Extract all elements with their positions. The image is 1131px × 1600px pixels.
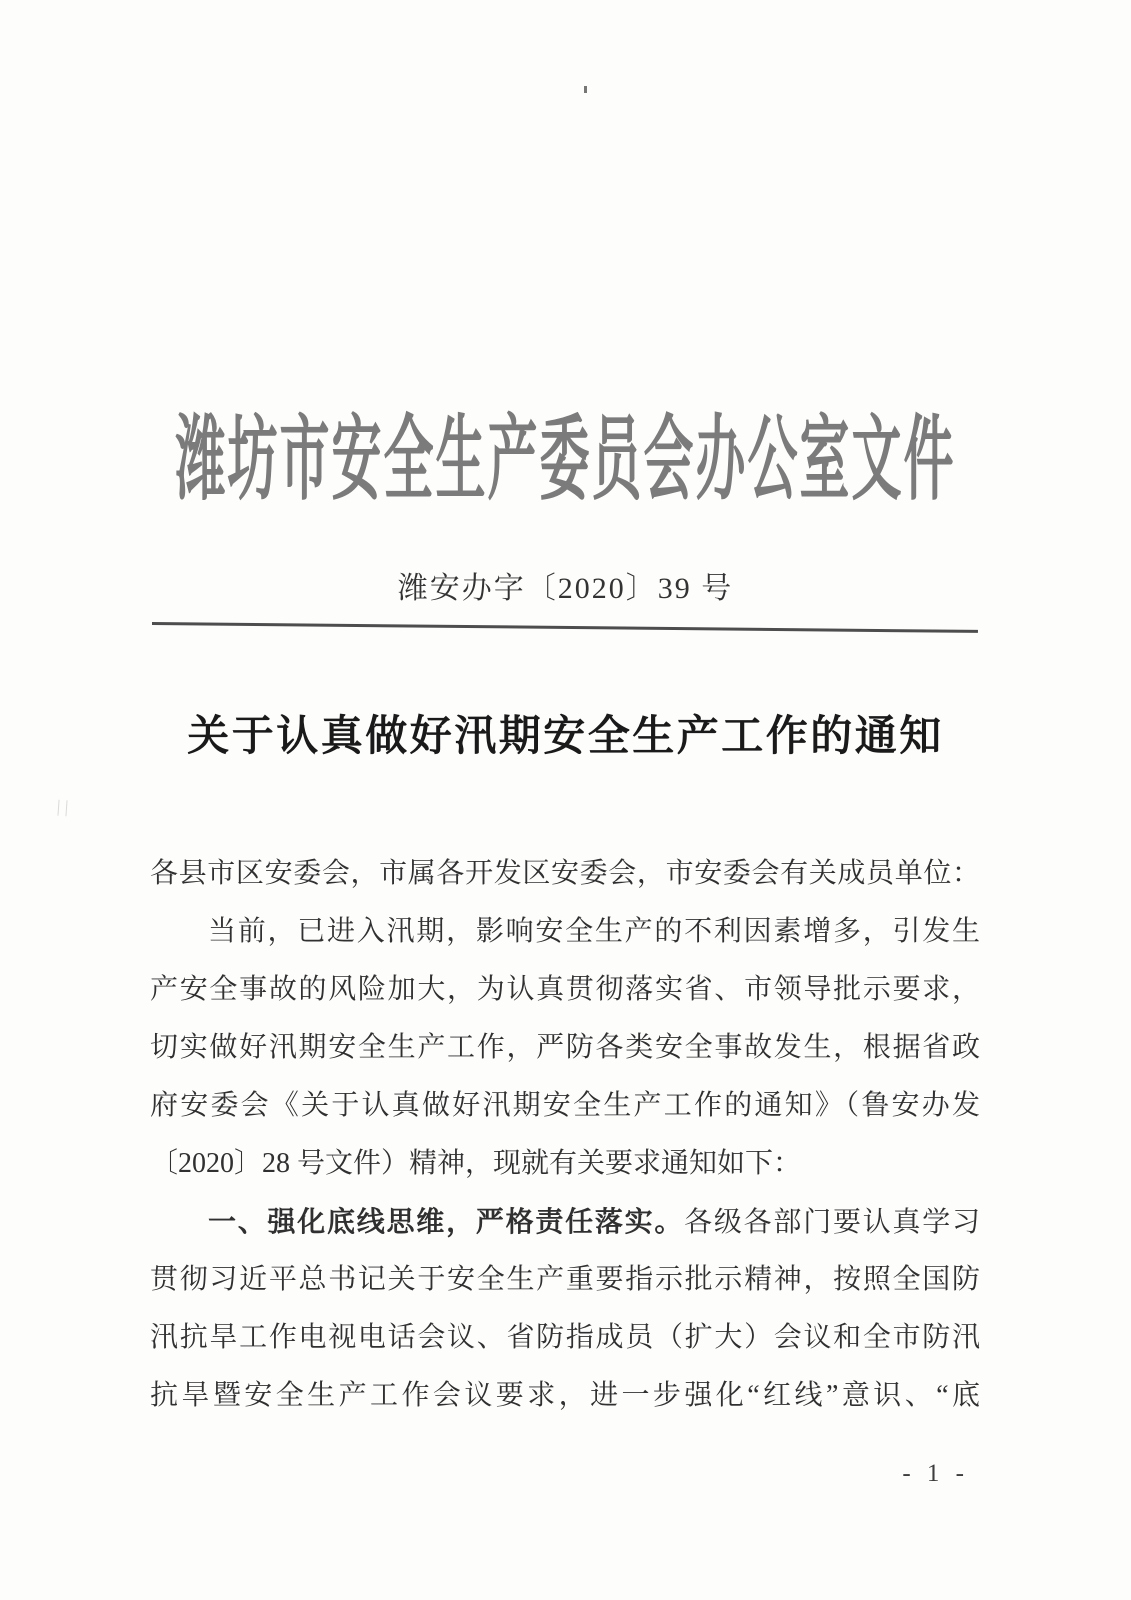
- text-run: 切实做好汛期安全生产工作，严防各类安全事故发生，根据省政: [150, 1032, 980, 1063]
- scan-artifact-dot: [584, 86, 587, 93]
- body-text: [150, 845, 980, 1425]
- header-divider-rule: [152, 622, 978, 633]
- text-run: 府安委会《关于认真做好汛期安全生产工作的通知》（鲁安办发: [150, 1090, 980, 1121]
- bold-text-run: 一、强化底线思维，严格责任落实。: [208, 1206, 685, 1237]
- body-line: [150, 1193, 980, 1251]
- text-run: 各县市区安委会，市属各开发区安委会，市安委会有关成员单位：: [150, 858, 980, 889]
- document-title: 关于认真做好汛期安全生产工作的通知: [187, 714, 944, 760]
- body-line: [150, 1135, 980, 1193]
- document-letterhead: [0, 372, 1131, 532]
- page-number: - 1 -: [902, 1460, 969, 1487]
- body-line: [150, 961, 980, 1019]
- body-line: [150, 1019, 980, 1077]
- body-line: [150, 845, 980, 903]
- body-line: [150, 1309, 980, 1367]
- body-line: [150, 1251, 980, 1309]
- body-line: [150, 903, 980, 961]
- scan-artifact-smudge: [57, 800, 67, 817]
- text-run: 各级各部门要认真学习: [684, 1207, 980, 1238]
- text-run: 产安全事故的风险加大，为认真贯彻落实省、市领导批示要求，: [150, 974, 980, 1005]
- body-line: [150, 1077, 980, 1135]
- text-run: 抗旱暨安全生产工作会议要求，进一步强化“红线”意识、“底: [150, 1380, 980, 1411]
- text-run: 〔2020〕28 号文件）精神，现就有关要求通知如下：: [150, 1148, 802, 1179]
- agency-name: 潍坊市安全生产委员会办公室文件: [175, 407, 956, 512]
- text-run: 贯彻习近平总书记关于安全生产重要指示批示精神，按照全国防: [150, 1264, 980, 1295]
- document-reference-number: 潍安办字〔2020〕39 号: [397, 572, 734, 605]
- text-run: 当前，已进入汛期，影响安全生产的不利因素增多，引发生: [208, 916, 980, 947]
- body-line: [150, 1367, 980, 1425]
- text-run: 汛抗旱工作电视电话会议、省防指成员（扩大）会议和全市防汛: [150, 1322, 980, 1353]
